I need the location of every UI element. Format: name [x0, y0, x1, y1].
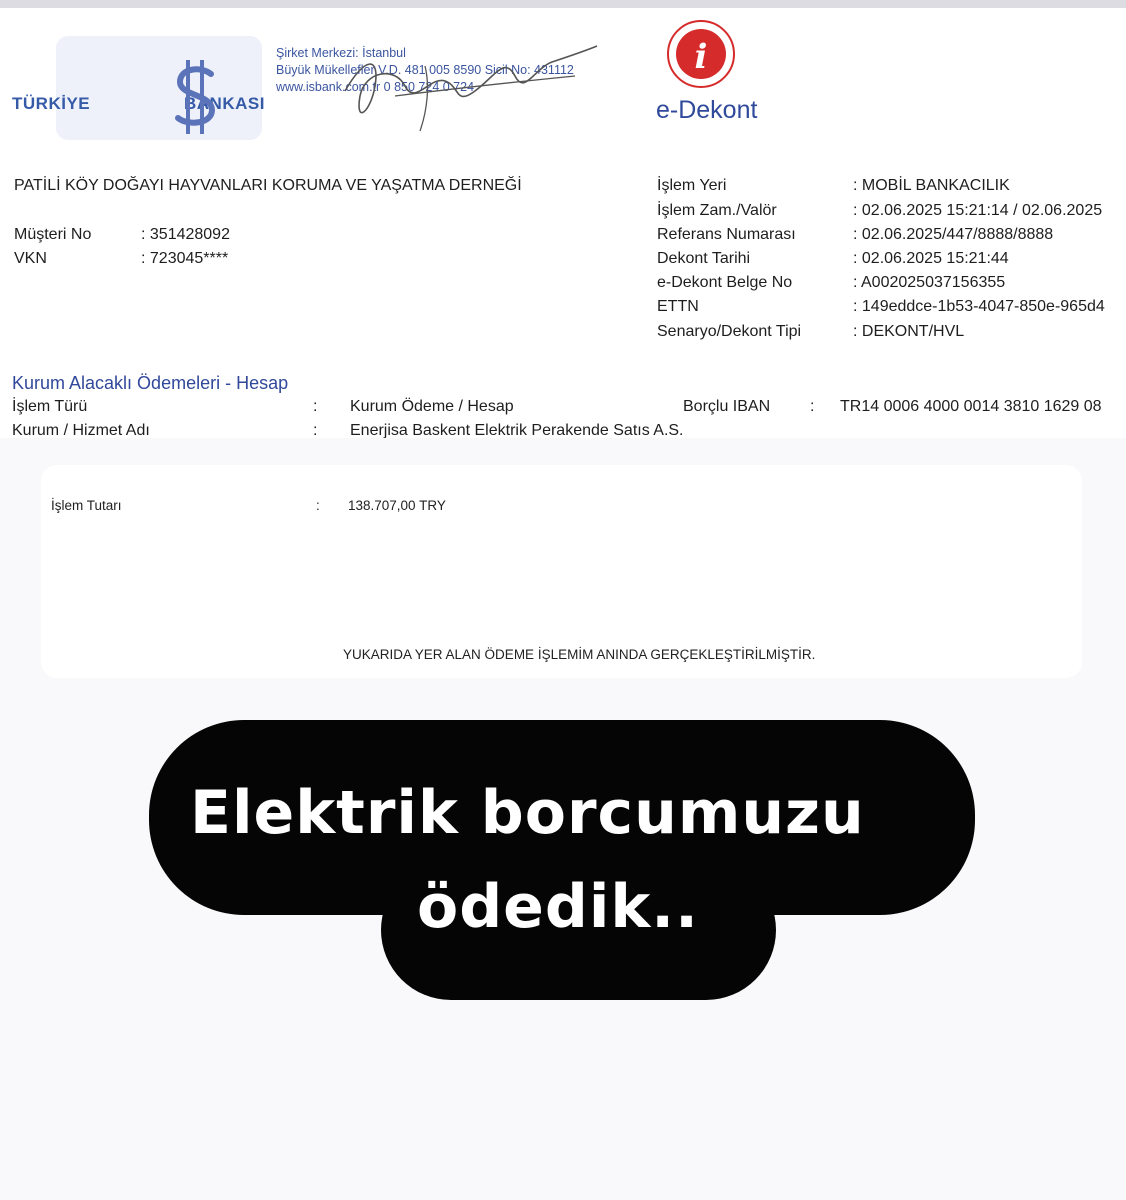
transaction-type-value: Kurum Ödeme / Hesap [350, 398, 514, 415]
detail-value: : 02.06.2025/447/8888/8888 [853, 226, 1054, 243]
detail-label: Dekont Tarihi [657, 250, 751, 267]
caption-line-2: ödedik.. [417, 872, 699, 942]
company-contact: www.isbank.com.tr 0 850 724 0 724 [276, 80, 475, 94]
detail-label: İşlem Yeri [657, 177, 727, 194]
logo-text-left: TÜRKİYE [12, 94, 91, 113]
edekont-label: e-Dekont [656, 96, 758, 124]
detail-value: : 02.06.2025 15:21:14 / 02.06.2025 [853, 202, 1103, 219]
debtor-iban-colon: : [810, 398, 815, 415]
detail-label: e-Dekont Belge No [657, 274, 793, 291]
vkn-label: VKN [14, 250, 47, 267]
isbank-mark-icon [166, 58, 226, 136]
detail-label: ETTN [657, 298, 699, 315]
bank-logo [12, 36, 265, 140]
company-tax-info: Büyük Mükellefler V.D. 481 005 8590 Sicil No: 431112 [276, 63, 574, 77]
detail-label: İşlem Zam./Valör [657, 202, 777, 219]
edekont-logo-icon [660, 18, 742, 96]
confirmation-text: YUKARIDA YER ALAN ÖDEME İŞLEMİM ANINDA GERÇEKLEŞTİRİLMİŞTİR. [343, 647, 816, 662]
amount-colon: : [316, 498, 320, 513]
customer-name: PATİLİ KÖY DOĞAYI HAYVANLARI KORUMA VE YAŞATMA DERNEĞİ [14, 177, 522, 194]
amount-value: 138.707,00 TRY [348, 498, 446, 513]
detail-value: : DEKONT/HVL [853, 323, 965, 340]
amount-label: İşlem Tutarı [51, 498, 122, 513]
bank-logo-text [12, 94, 90, 114]
customer-no-label: Müşteri No [14, 226, 92, 243]
debtor-iban-label: Borçlu IBAN [683, 398, 771, 415]
top-strip [0, 0, 1126, 8]
vkn-value: : 723045**** [141, 250, 229, 267]
caption-line-1: Elektrik borcumuzu [190, 778, 865, 848]
company-address: Şirket Merkezi: İstanbul [276, 46, 406, 60]
transaction-type-label: İşlem Türü [12, 398, 88, 415]
detail-value: : MOBİL BANKACILIK [853, 177, 1010, 194]
debtor-iban-value: TR14 0006 4000 0014 3810 1629 08 [840, 398, 1102, 415]
detail-value: : A002025037156355 [853, 274, 1006, 291]
svg-text:i: i [694, 37, 708, 77]
detail-label: Referans Numarası [657, 226, 796, 243]
receipt-document [0, 8, 1126, 438]
detail-value: : 149eddce-1b53-4047-850e-965d4 [853, 298, 1105, 315]
customer-no-value: : 351428092 [141, 226, 230, 243]
signature-icon [335, 36, 605, 136]
amount-panel [41, 465, 1082, 678]
institution-label: Kurum / Hizmet Adı [12, 422, 150, 438]
logo-text-right: BANKASI [184, 94, 265, 113]
section-title: Kurum Alacaklı Ödemeleri - Hesap [12, 373, 289, 393]
detail-label: Senaryo/Dekont Tipi [657, 323, 802, 340]
institution-value: Enerjisa Baskent Elektrik Perakende Satıs A.S. [350, 422, 684, 438]
detail-value: : 02.06.2025 15:21:44 [853, 250, 1009, 267]
transaction-type-colon: : [313, 398, 318, 415]
institution-colon: : [313, 422, 318, 438]
